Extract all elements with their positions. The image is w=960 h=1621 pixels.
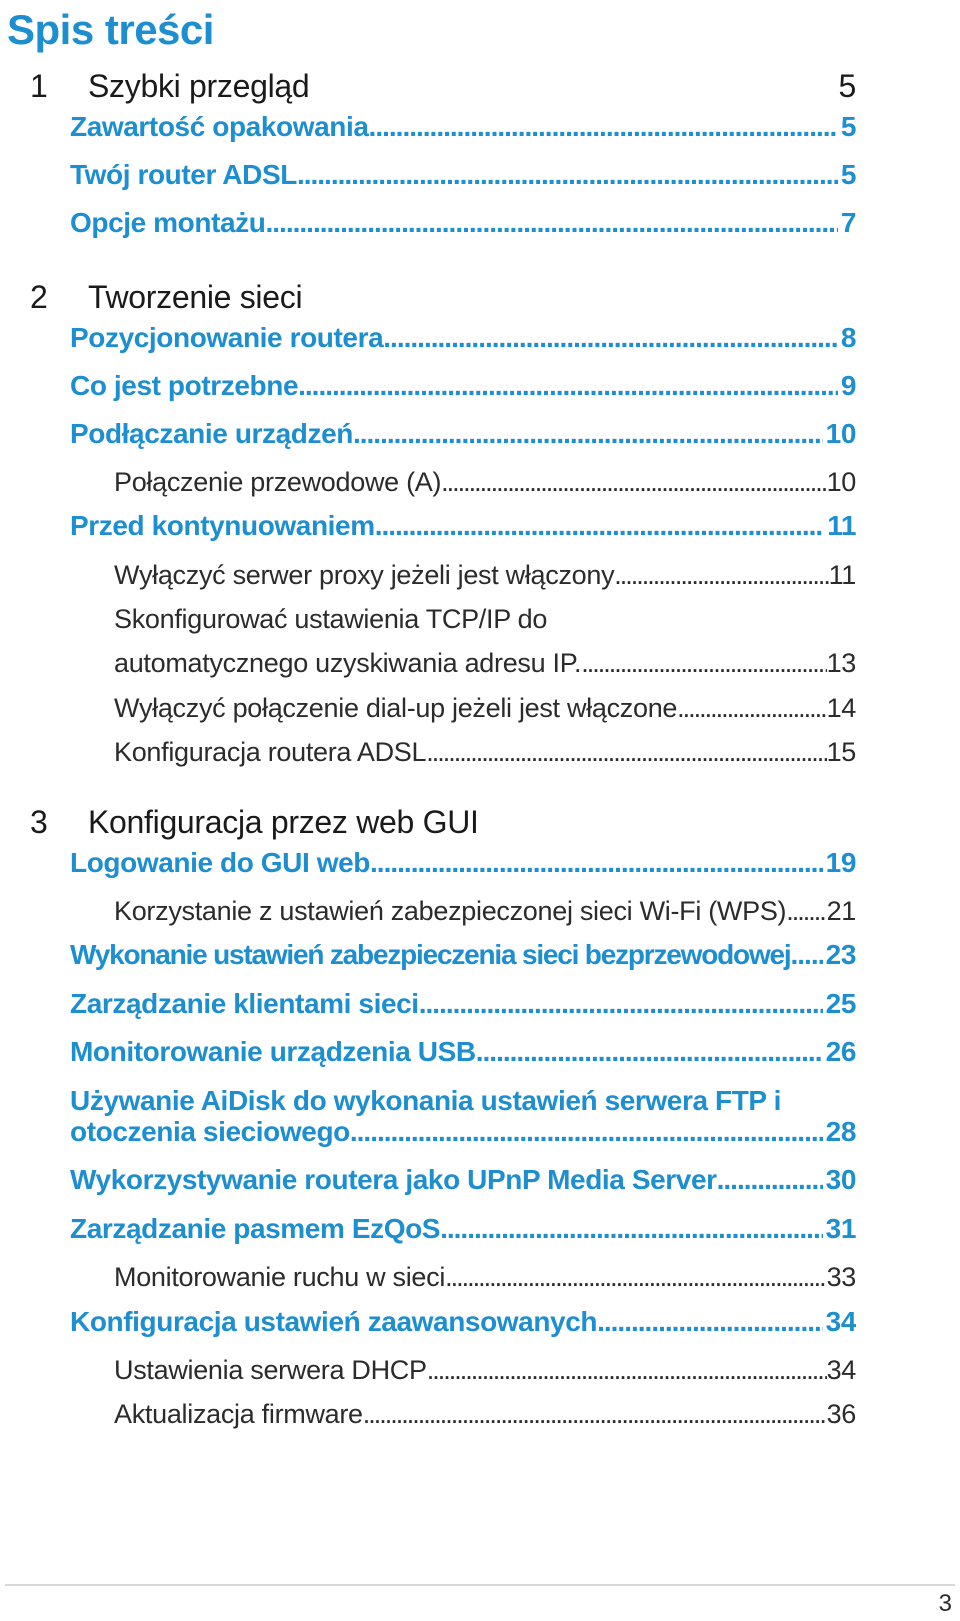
toc-entry-label: otoczenia sieciowego xyxy=(70,1116,350,1147)
toc-subentry[interactable] xyxy=(114,463,856,501)
dot-leader xyxy=(786,892,826,930)
toc-entry-page: 31 xyxy=(825,1213,856,1244)
toc-entry-label: Wyłączyć połączenie dial-up jeżeli jest włączone xyxy=(114,693,678,723)
toc-entry-page: 36 xyxy=(826,1399,856,1429)
toc-entry-page: 5 xyxy=(840,111,856,142)
toc-entry[interactable] xyxy=(70,156,856,194)
toc-entry[interactable] xyxy=(70,108,856,146)
toc-entry-label: Twój router ADSL xyxy=(70,159,297,190)
toc-entry[interactable] xyxy=(70,319,856,357)
toc-entry[interactable] xyxy=(70,1113,856,1151)
toc-entry[interactable] xyxy=(70,1303,856,1341)
toc-entry-page: 11 xyxy=(828,560,856,590)
toc-entry-page: 33 xyxy=(826,1262,856,1292)
toc-entry-label: Wyłączyć serwer proxy jeżeli jest włączony xyxy=(114,560,615,590)
toc-entry-label: Zawartość opakowania xyxy=(70,111,369,142)
section-number: 3 xyxy=(30,803,48,840)
toc-entry[interactable] xyxy=(70,204,856,242)
toc-subentry-first-line[interactable]: Skonfigurować ustawienia TCP/IP do xyxy=(114,604,548,634)
dot-leader xyxy=(790,936,822,974)
toc-entry-page: 7 xyxy=(840,207,856,238)
toc-entry-page: 14 xyxy=(826,693,856,723)
dot-leader xyxy=(476,1033,823,1071)
toc-entry-label: Przed kontynuowaniem xyxy=(70,510,375,541)
dot-leader xyxy=(419,985,823,1023)
toc-entry-label: Aktualizacja firmware xyxy=(114,1399,363,1429)
toc-entry[interactable] xyxy=(70,936,856,974)
dot-leader xyxy=(445,1258,827,1296)
section-page-number: 5 xyxy=(838,67,856,104)
section-title: Konfiguracja przez web GUI xyxy=(88,803,479,840)
toc-entry-page: 15 xyxy=(826,737,856,767)
toc-entry-page: 26 xyxy=(825,1036,856,1067)
toc-subentry[interactable] xyxy=(114,1351,856,1389)
toc-entry-page: 21 xyxy=(826,896,856,926)
toc-entry-label: automatycznego uzyskiwania adresu IP. xyxy=(114,648,582,678)
toc-entry-page: 30 xyxy=(825,1164,856,1195)
toc-entry-label: Monitorowanie ruchu w sieci xyxy=(114,1262,446,1292)
section-heading[interactable] xyxy=(30,64,856,108)
toc-entry-label: Opcje montażu xyxy=(70,207,266,238)
toc-entry-label: Ustawienia serwera DHCP xyxy=(114,1355,427,1385)
toc-entry-page: 34 xyxy=(826,1355,856,1385)
section-heading[interactable] xyxy=(30,275,856,319)
toc-entry[interactable] xyxy=(70,985,856,1023)
section-number: 2 xyxy=(30,278,48,315)
toc-subentry[interactable] xyxy=(114,689,856,727)
toc-entry[interactable] xyxy=(70,415,856,453)
section-title: Szybki przegląd xyxy=(88,67,310,104)
dot-leader xyxy=(614,556,828,594)
dot-leader xyxy=(369,108,838,146)
toc-entry-page: 25 xyxy=(825,988,856,1019)
section-title: Tworzenie sieci xyxy=(88,278,303,315)
toc-entry-label: Wykonanie ustawień zabezpieczenia sieci bezprzewodowej xyxy=(70,939,791,970)
toc-entry-label: Konfiguracja routera ADSL xyxy=(114,737,427,767)
toc-entry-page: 23 xyxy=(825,939,856,970)
toc-entry-label: Konfiguracja ustawień zaawansowanych xyxy=(70,1306,598,1337)
toc-subentry[interactable] xyxy=(114,556,856,594)
toc-entry-label: Logowanie do GUI web xyxy=(70,847,371,878)
dot-leader xyxy=(383,319,838,357)
toc-entry-label: Co jest potrzebne xyxy=(70,370,299,401)
toc-entry-page: 19 xyxy=(825,847,856,878)
page-title: Spis treści xyxy=(7,6,214,53)
page-number: 3 xyxy=(938,1590,952,1617)
toc-entry[interactable] xyxy=(70,1161,856,1199)
toc-entry[interactable] xyxy=(70,1210,856,1248)
toc-entry-label: Zarządzanie pasmem EzQoS xyxy=(70,1213,441,1244)
dot-leader xyxy=(717,1161,823,1199)
toc-entry[interactable] xyxy=(70,1033,856,1071)
toc-entry-page: 34 xyxy=(825,1306,856,1337)
dot-leader xyxy=(426,733,826,771)
dot-leader xyxy=(677,689,826,727)
toc-entry[interactable] xyxy=(70,844,856,882)
section-heading[interactable] xyxy=(30,800,856,844)
dot-leader xyxy=(581,644,826,682)
toc-entry-label: Wykorzystywanie routera jako UPnP Media Server xyxy=(70,1164,717,1195)
dot-leader xyxy=(597,1303,823,1341)
toc-entry-page: 28 xyxy=(825,1116,856,1147)
dot-leader xyxy=(297,156,838,194)
dot-leader xyxy=(370,844,823,882)
toc-subentry[interactable] xyxy=(114,892,856,930)
dot-leader xyxy=(427,1351,827,1389)
footer-divider xyxy=(5,1584,955,1586)
toc-entry-page: 10 xyxy=(825,418,856,449)
toc-entry-page: 13 xyxy=(826,648,856,678)
dot-leader xyxy=(441,463,826,501)
section-number: 1 xyxy=(30,67,48,104)
toc-entry-label: Korzystanie z ustawień zabezpieczonej sieci Wi-Fi (WPS) xyxy=(114,896,787,926)
dot-leader xyxy=(375,507,824,545)
toc-entry-page: 10 xyxy=(826,467,856,497)
dot-leader xyxy=(363,1395,827,1433)
toc-entry-page: 8 xyxy=(840,322,856,353)
toc-entry-label: Pozycjonowanie routera xyxy=(70,322,384,353)
dot-leader xyxy=(440,1210,823,1248)
toc-subentry[interactable] xyxy=(114,644,856,682)
toc-entry-label: Zarządzanie klientami sieci xyxy=(70,988,419,1019)
dot-leader xyxy=(350,1113,823,1151)
toc-entry-page: 11 xyxy=(827,510,856,541)
toc-entry-page: 5 xyxy=(840,159,856,190)
toc-entry-label: Połączenie przewodowe (A) xyxy=(114,467,442,497)
toc-subentry[interactable] xyxy=(114,1395,856,1433)
dot-leader xyxy=(353,415,823,453)
toc-subentry[interactable] xyxy=(114,733,856,771)
toc-entry[interactable] xyxy=(70,367,856,405)
dot-leader xyxy=(298,367,838,405)
toc-entry-first-line[interactable]: Używanie AiDisk do wykonania ustawień serwera FTP i xyxy=(70,1085,781,1116)
dot-leader xyxy=(266,204,838,242)
toc-entry-label: Monitorowanie urządzenia USB xyxy=(70,1036,476,1067)
toc-subentry[interactable] xyxy=(114,1258,856,1296)
toc-entry-label: Podłączanie urządzeń xyxy=(70,418,353,449)
toc-entry-page: 9 xyxy=(840,370,856,401)
toc-entry[interactable] xyxy=(70,507,856,545)
